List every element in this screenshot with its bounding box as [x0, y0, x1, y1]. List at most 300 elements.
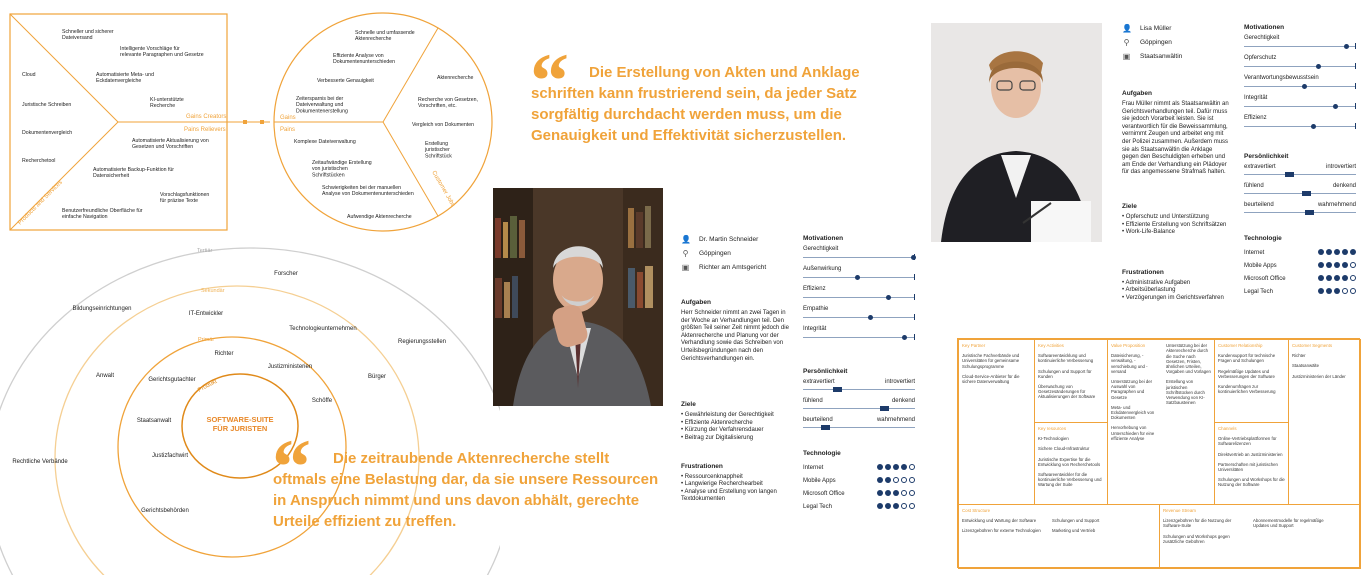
technology-label: Legal Tech	[1244, 288, 1273, 295]
motivation-item	[1244, 35, 1356, 55]
cost-structure-items-a	[962, 518, 1042, 538]
personality-left-label: beurteilend	[803, 417, 833, 423]
revenue-stream-title: Revenue Stream	[1163, 508, 1196, 513]
key-resources-items	[1038, 436, 1104, 487]
personality-marker	[1285, 172, 1294, 177]
products-4: Recherchetool	[22, 158, 56, 164]
motivation-item	[803, 306, 915, 326]
technology-item	[1244, 259, 1356, 272]
technology-rating	[875, 490, 915, 498]
motivation-track	[1244, 126, 1356, 127]
canvas-item: Entwicklung und Wartung der Software	[962, 518, 1037, 524]
pains-relievers-title: Pains Relievers	[184, 127, 226, 133]
list-item: • Gewährleistung der Gerechtigkeit	[681, 412, 791, 420]
products-title: Products and Services	[17, 179, 64, 227]
pain-relievers-3: Vorschlagsfunktionen für präzise Texte	[160, 192, 210, 205]
primary-ring-label: Primär	[198, 337, 215, 343]
rating-dot-filled	[877, 490, 883, 496]
personality-item	[1244, 183, 1356, 202]
personality-item	[1244, 202, 1356, 221]
canvas-item: Schulungen und Workshops für die Nutzung der Software	[1218, 477, 1285, 488]
rating-dot-filled	[1334, 262, 1340, 268]
rating-dot-filled	[1350, 249, 1356, 255]
list-item: • Arbeitsüberlastung	[1122, 287, 1230, 295]
canvas-item: Online-Vertriebsplattformen für Softwarelizenzen	[1218, 436, 1277, 447]
rating-dot-empty	[1350, 288, 1356, 294]
rating-dot-filled	[885, 464, 891, 470]
cost-structure-items-b	[1052, 518, 1132, 538]
personality-scale	[1244, 193, 1356, 194]
location-pin-icon: ⚲	[682, 249, 689, 258]
rating-dot-empty	[901, 477, 907, 483]
personality-scale	[803, 389, 915, 390]
motivation-label: Verantwortungsbewusstsein	[1244, 75, 1319, 81]
persona-1-motivations	[803, 246, 915, 346]
jobs-1: Aktenrecherche	[437, 75, 474, 81]
personality-right-label: denkend	[1332, 183, 1356, 189]
customer-jobs-title: Customer Jobs	[430, 170, 456, 208]
motivation-track-end	[1355, 43, 1356, 49]
technology-item	[1244, 285, 1356, 298]
persona-2-motivations	[1244, 35, 1356, 135]
motivation-track-end	[1355, 103, 1356, 109]
motivation-track	[1244, 86, 1356, 87]
products-1: Cloud	[22, 72, 36, 78]
personality-right-label: wahrnehmend	[1317, 202, 1356, 208]
persona-2-goals	[1122, 214, 1230, 237]
technology-rating	[875, 503, 915, 511]
persona-2-role: Staatsanwältin	[1140, 53, 1183, 60]
personality-marker	[1305, 210, 1314, 215]
pains-3: Schwierigkeiten bei der manuellen Analyse von Dokumentenunterschieden	[322, 185, 414, 198]
customer-segments-cell	[1288, 339, 1361, 505]
value-map-texts	[22, 29, 478, 220]
canvas-item: Juristische Expertise für die Entwicklung von Recherchetools	[1038, 456, 1101, 467]
canvas-item: Regelmäßige Updates und Verbesserungen der Software	[1218, 368, 1275, 379]
motivation-item	[1244, 115, 1356, 135]
rating-dot-filled	[885, 503, 891, 509]
stakeholder-primary-2: Justizministerien	[267, 364, 313, 370]
stakeholder-primary-1: Richter	[214, 351, 234, 357]
key-partner-items	[962, 353, 1031, 384]
cost-structure-columns	[962, 518, 1156, 538]
rating-dot-filled	[1318, 275, 1324, 281]
motivation-track-end	[1355, 63, 1356, 69]
motivation-item	[1244, 55, 1356, 75]
tertiary-ring-label: Tertiär	[197, 248, 213, 254]
technology-label: Internet	[1244, 249, 1265, 256]
motivation-label: Effizienz	[803, 286, 826, 292]
motivation-item	[803, 266, 915, 286]
value-proposition-map	[0, 0, 500, 240]
pains-4: Aufwendige Aktenrecherche	[347, 214, 412, 220]
motivation-level-dot	[902, 335, 907, 340]
canvas-item: Meta- und Eckdatenvergleich von Dokumenten	[1111, 404, 1155, 421]
products-3: Dokumentenvergleich	[22, 130, 73, 136]
persona-1-tasks-title: Aufgaben	[681, 299, 711, 306]
motivation-track-end	[914, 294, 915, 300]
personality-left-label: fühlend	[803, 398, 823, 404]
motivation-label: Effizienz	[1244, 115, 1267, 121]
motivation-level-dot	[1344, 44, 1349, 49]
personality-marker	[1302, 191, 1311, 196]
rating-dot-filled	[877, 464, 883, 470]
technology-label: Microsoft Office	[1244, 275, 1286, 282]
persona-2-photo	[931, 23, 1102, 242]
technology-item	[803, 487, 915, 500]
canvas-item: Cloud-Service-Anbieter für die sichere Datenverwaltung	[962, 373, 1020, 385]
channels-cell	[1214, 422, 1289, 505]
stakeholder-primary-4: Staatsanwalt	[136, 418, 172, 424]
products-2: Juristische Schreiben	[22, 102, 72, 108]
canvas-item: Überwachung von Gesetzesänderungen für Aktualisierungen der Software	[1038, 384, 1096, 400]
rating-dot-filled	[877, 477, 883, 483]
persona-1-technology	[803, 461, 915, 513]
products-5: Benutzerfreundliche Oberfläche für einfache Navigation	[62, 208, 143, 221]
list-item: • Administrative Aufgaben	[1122, 280, 1230, 288]
motivation-label: Gerechtigkeit	[1244, 35, 1280, 41]
stakeholder-tertiary-3: Technologieunternehmen	[289, 326, 357, 332]
revenue-stream-cell	[1159, 504, 1361, 569]
persona-1-location: Göppingen	[699, 250, 731, 257]
persona-1-personality-title: Persönlichkeit	[803, 368, 848, 375]
revenue-stream-items-b	[1253, 518, 1338, 549]
motivation-item	[1244, 75, 1356, 95]
customer-segments-title: Customer Segments	[1292, 343, 1333, 348]
motivation-track	[803, 257, 915, 258]
canvas-item: Staatsanwälte	[1292, 363, 1319, 369]
technology-label: Internet	[803, 464, 824, 471]
customer-segments-items	[1292, 353, 1357, 379]
motivation-label: Außenwirkung	[803, 266, 842, 272]
technology-label: Microsoft Office	[803, 490, 845, 497]
pains-2: Zeitaufwändige Erstellung von juristischen Schriftstücken	[312, 160, 372, 179]
persona-2-location: Göppingen	[1140, 39, 1172, 46]
business-model-canvas	[957, 338, 1360, 568]
stakeholder-tertiary-1: Forscher	[274, 271, 298, 277]
rating-dot-filled	[901, 464, 907, 470]
motivation-track-end	[1355, 123, 1356, 129]
list-item: • Beitrag zur Digitalisierung	[681, 435, 791, 443]
canvas-item: Hervorhebung von Unterschieden für eine effiziente Analyse	[1111, 425, 1155, 441]
motivation-level-dot	[886, 295, 891, 300]
customer-relationship-title: Customer Relationship	[1218, 343, 1263, 348]
gains-4: Zeitersparnis bei der Dateiverwaltung und Dokumentenerstellung	[296, 96, 348, 115]
rating-dot-filled	[1334, 288, 1340, 294]
canvas-item: Softwareentwicklung und kontinuierliche Verbesserung	[1038, 353, 1094, 364]
key-resources-cell	[1034, 422, 1108, 505]
canvas-item: Schulungen und Support	[1052, 518, 1100, 524]
motivation-track	[1244, 46, 1356, 47]
personality-item	[1244, 164, 1356, 183]
persona-2-technology-title: Technologie	[1244, 235, 1282, 242]
motivation-track	[803, 317, 915, 318]
briefcase-icon: ▣	[681, 263, 690, 272]
persona-2-frustrations	[1122, 280, 1230, 303]
rating-dot-filled	[1318, 288, 1324, 294]
quote-1-mark: “	[530, 37, 569, 124]
technology-label: Mobile Apps	[1244, 262, 1277, 269]
stakeholder-tertiary-6: Gerichtsbehörden	[141, 508, 189, 514]
persona-2-motivations-title: Motivationen	[1244, 24, 1285, 31]
stakeholder-secondary-1: IT-Entwickler	[188, 311, 224, 317]
personality-left-label: fühlend	[1244, 183, 1264, 189]
personality-right-label: denkend	[891, 398, 915, 404]
pain-relievers-2: Automatisierte Backup-Funktion für Datensicherheit	[93, 167, 175, 180]
persona-1-name: Dr. Martin Schneider	[699, 236, 759, 243]
personality-scale	[1244, 212, 1356, 213]
personality-right-label: introvertiert	[884, 379, 915, 385]
canvas-item: Kundenumfragen zur kontinuierlichen Verbesserung	[1218, 384, 1276, 395]
rating-dot-filled	[1342, 249, 1348, 255]
value-proposition-items-b	[1166, 343, 1211, 446]
canvas-item: Direktvertrieb an Justizministerien	[1218, 451, 1283, 457]
technology-rating	[875, 477, 915, 485]
rating-dot-empty	[1350, 275, 1356, 281]
motivation-item	[1244, 95, 1356, 115]
technology-rating	[1316, 262, 1356, 270]
persona-2-tasks-text: Frau Müller nimmt als Staatsanwältin an Gerichtsverhandlungen teil. Dafür muss sie jedoch Vorarbeit leisten. Sie ist verantwortlich für die Beweissammlung, vernimmt Zeugen und arbeitet eng mit der Polizei zusammen. Außerdem muss sie als Staatsanwältin die Anklage gegen den Beschuldigten erheben und am Ende der Verhandlung ein Plädoyer für das angemessene Strafmaß halten.	[1122, 101, 1229, 176]
persona-2-name-row	[1122, 24, 1230, 33]
personality-item	[803, 417, 915, 436]
value-proposition-items-a	[1111, 353, 1160, 446]
gains-creators-title: Gains Creators	[186, 114, 227, 120]
stakeholder-secondary-4: Schöffe	[311, 398, 333, 404]
persona-2-metrics	[1244, 24, 1356, 298]
rating-dot-filled	[885, 490, 891, 496]
key-activities-items	[1038, 353, 1104, 399]
cost-structure-title: Cost Structure	[962, 508, 991, 513]
list-item: • Effiziente Erstellung von Schriftsätzen	[1122, 222, 1230, 230]
value-proposition-title: Value Proposition	[1111, 343, 1146, 348]
rating-dot-filled	[1334, 275, 1340, 281]
motivation-label: Empathie	[803, 306, 829, 312]
rating-dot-filled	[1326, 249, 1332, 255]
canvas-item: Erstellung von juristischen Schriftstücken durch Verwendung von KI-Satzbausteinen	[1165, 379, 1205, 406]
canvas-item: Dateisicherung, -verwaltung, -verschiebung und -versand	[1111, 353, 1148, 374]
jobs-4: Erstellung juristischer Schriftstück	[425, 141, 452, 160]
center-line-1: SOFTWARE-SUITE	[206, 415, 274, 424]
secondary-ring-label: Sekundär	[201, 288, 225, 294]
technology-item	[803, 461, 915, 474]
motivation-level-dot	[868, 315, 873, 320]
personality-scale	[803, 408, 915, 409]
rating-dot-filled	[1342, 262, 1348, 268]
stakeholder-primary-3: Gerichtsgutachter	[148, 377, 196, 383]
personality-right-label: wahrnehmend	[876, 417, 915, 423]
list-item: • Ressourcenknappheit	[681, 474, 791, 482]
technology-rating	[875, 464, 915, 472]
quote-2-mark: “	[272, 423, 311, 510]
cost-structure-cell	[958, 504, 1160, 569]
motivation-track	[1244, 66, 1356, 67]
pains-1: Komplexe Dateiverwaltung	[294, 139, 356, 145]
list-item: • Effiziente Aktenrecherche	[681, 420, 791, 428]
personality-marker	[880, 406, 889, 411]
personality-left-label: beurteilend	[1244, 202, 1274, 208]
persona-1-photo	[493, 188, 663, 406]
persona-2-name: Lisa Müller	[1140, 25, 1172, 32]
center-line-2: FÜR JURISTEN	[212, 424, 268, 433]
location-pin-icon: ⚲	[1123, 38, 1130, 47]
technology-rating	[1316, 275, 1356, 283]
persona-2-personality	[1244, 164, 1356, 221]
persona-2-personality-title: Persönlichkeit	[1244, 153, 1289, 160]
jobs-2: Recherche von Gesetzen, Vorschriften, etc.	[418, 97, 478, 110]
rating-dot-filled	[1318, 262, 1324, 268]
gains-3: Verbesserte Genauigkeit	[317, 78, 374, 84]
motivation-track-end	[914, 314, 915, 320]
motivation-level-dot	[855, 275, 860, 280]
channels-items	[1218, 436, 1285, 487]
motivation-track	[1244, 106, 1356, 107]
canvas-item: Unterstützung bei der Aktenrecherche durch die Suche nach Gesetzen, Fristen, ähnlichen Urteilen, Vorgaben und Vorlagen	[1165, 343, 1211, 375]
customer-relationship-items	[1218, 353, 1285, 394]
stakeholder-tertiary-2: Bildungseinrichtungen	[72, 306, 132, 312]
gain-creators-1: Schneller und sicherer Dateiversand	[62, 29, 114, 42]
value-proposition-cell	[1107, 339, 1215, 505]
personality-scale	[803, 427, 915, 428]
list-item: • Verzögerungen im Gerichtsverfahren	[1122, 295, 1230, 303]
rating-dot-filled	[1342, 275, 1348, 281]
persona-1-location-row	[681, 249, 791, 258]
canvas-item: Justizministerien der Länder	[1292, 373, 1346, 379]
motivation-level-dot	[1302, 84, 1307, 89]
channels-title: Channels	[1218, 426, 1237, 431]
persona-2-technology	[1244, 246, 1356, 298]
user-icon: 👤	[681, 235, 691, 244]
persona-2-location-row	[1122, 38, 1230, 47]
motivation-label: Gerechtigkeit	[803, 246, 839, 252]
pain-relievers-1: Automatisierte Aktualisierung von Gesetzen und Vorschriften	[132, 138, 209, 151]
persona-1-name-row	[681, 235, 791, 244]
motivation-level-dot	[1316, 64, 1321, 69]
rating-dot-empty	[1342, 288, 1348, 294]
motivation-track-end	[914, 274, 915, 280]
canvas-item: Sichere Cloud-Infrastruktur	[1038, 446, 1090, 452]
canvas-item: Unterstützung bei der Auswahl von Paragraphen und Gesetze	[1111, 379, 1153, 400]
motivation-item	[803, 326, 915, 346]
stakeholder-secondary-3: Bürger	[367, 374, 387, 380]
motivation-level-dot	[911, 255, 916, 260]
stakeholder-secondary-2: Anwalt	[95, 373, 115, 379]
gain-creators-2: Intelligente Vorschläge für relevante Paragraphen und Gesetze	[120, 46, 204, 59]
personality-item	[803, 379, 915, 398]
motivation-track	[803, 297, 915, 298]
key-activities-title: Key Activities	[1038, 343, 1064, 348]
persona-2-frustrations-title: Frustrationen	[1122, 268, 1164, 276]
motivation-track-end	[914, 334, 915, 340]
motivation-label: Integrität	[1244, 95, 1268, 101]
quote-2-text: Die zeitraubende Aktenrecherche stellt oftmals eine Belastung dar, da sie unsere Ressourcen in Anspruch nimmt und uns davon abhält, gerechte Urteile effizient zu treffen.	[273, 450, 659, 530]
personality-marker	[833, 387, 842, 392]
product-ring-label: Produkt	[197, 378, 219, 394]
motivation-item	[803, 246, 915, 266]
persona-2-goals-title: Ziele	[1122, 202, 1137, 210]
canvas-item: KI-Technologien	[1038, 436, 1069, 442]
customer-relationship-cell	[1214, 339, 1289, 423]
key-partner-cell	[958, 339, 1035, 505]
rating-dot-filled	[1326, 275, 1332, 281]
rating-dot-filled	[1318, 249, 1324, 255]
gain-creators-4: KI-unterstützte Recherche	[150, 97, 184, 110]
gains-2: Effiziente Analyse von Dokumentenunterschieden	[333, 53, 396, 66]
persona-1-role: Richter am Amtsgericht	[699, 264, 767, 271]
motivation-label: Integrität	[803, 326, 827, 332]
rating-dot-empty	[909, 464, 915, 470]
rating-dot-empty	[1350, 262, 1356, 268]
persona-1-motivations-title: Motivationen	[803, 235, 844, 242]
technology-item	[803, 474, 915, 487]
key-partner-title: Key Partner	[962, 343, 986, 348]
technology-item	[803, 500, 915, 513]
list-item: • Kürzung der Verfahrensdauer	[681, 427, 791, 435]
persona-1-metrics	[803, 235, 915, 513]
fit-arrow	[227, 120, 270, 124]
personality-marker	[821, 425, 830, 430]
persona-1-goals	[681, 412, 791, 442]
persona-1-personality	[803, 379, 915, 436]
list-item: • Opferschutz und Unterstützung	[1122, 214, 1230, 222]
user-icon: 👤	[1122, 24, 1132, 33]
personality-item	[803, 398, 915, 417]
rating-dot-filled	[1334, 249, 1340, 255]
rating-dot-filled	[1326, 262, 1332, 268]
rating-dot-filled	[877, 503, 883, 509]
technology-rating	[1316, 249, 1356, 257]
technology-label: Legal Tech	[803, 503, 832, 510]
canvas-item: Juristische Fachverbände und Universitäten für gemeinsame Schulungsprogramme	[962, 353, 1020, 369]
canvas-item: Schulungen und Support für Kunden	[1038, 368, 1092, 379]
quote-1-text: Die Erstellung von Akten und Anklage schriften kann frustrierend sein, da jeder Satz sorgfältig durchdacht werden muss, um die Genauigkeit und Effektivität sicherzustellen.	[531, 64, 860, 144]
canvas-item: Schulungen und Workshops gegen zusätzliche Gebühren	[1163, 533, 1230, 544]
jobs-3: Vergleich von Dokumenten	[412, 122, 474, 128]
rating-dot-empty	[893, 477, 899, 483]
rating-dot-empty	[909, 490, 915, 496]
motivation-level-dot	[1333, 104, 1338, 109]
rating-dot-filled	[885, 477, 891, 483]
list-item: • Work-Life-Balance	[1122, 229, 1230, 237]
personality-scale	[1244, 174, 1356, 175]
technology-label: Mobile Apps	[803, 477, 836, 484]
persona-1-tasks-text: Herr Schneider nimmt an zwei Tagen in der Woche an Verhandlungen teil. Den größten Teil seiner Zeit nimmt jedoch die Aktenrecherche und Planung vor der Verhandlung sowie das Schreiben von Urteilsbegründungen nach den Gerichtsverhandlungen ein.	[681, 310, 789, 362]
key-activities-cell	[1034, 339, 1108, 423]
persona-1-frustrations	[681, 474, 791, 504]
canvas-item: Partnerschaften mit juristischen Universitäten	[1218, 461, 1278, 473]
persona-1	[681, 235, 791, 504]
revenue-stream-items-a	[1163, 518, 1243, 549]
persona-1-role-row	[681, 263, 791, 272]
rating-dot-filled	[893, 503, 899, 509]
gains-title: Gains	[280, 115, 296, 121]
canvas-item: Richter	[1292, 353, 1306, 359]
canvas-item: Abonnementmodelle für regelmäßige Updates und Support	[1253, 518, 1324, 529]
rating-dot-empty	[909, 503, 915, 509]
persona-1-technology-title: Technologie	[803, 450, 841, 457]
canvas-item: Kundensupport für technische Fragen und Schulungen	[1218, 353, 1276, 364]
canvas-item: Marketing und Vertrieb	[1052, 528, 1096, 534]
personality-right-label: introvertiert	[1325, 164, 1356, 170]
motivation-label: Opferschutz	[1244, 55, 1277, 61]
canvas-item: Lizenzgebühren für die Nutzung der Software-Suite	[1163, 518, 1232, 529]
rating-dot-filled	[893, 464, 899, 470]
persona-1-goals-title: Ziele	[681, 401, 696, 409]
motivation-item	[803, 286, 915, 306]
revenue-stream-columns	[1163, 518, 1357, 549]
motivation-track	[803, 337, 915, 338]
list-item: • Langwierige Recherchearbeit	[681, 481, 791, 489]
stakeholder-tertiary-5: Rechtliche Verbände	[12, 459, 68, 465]
